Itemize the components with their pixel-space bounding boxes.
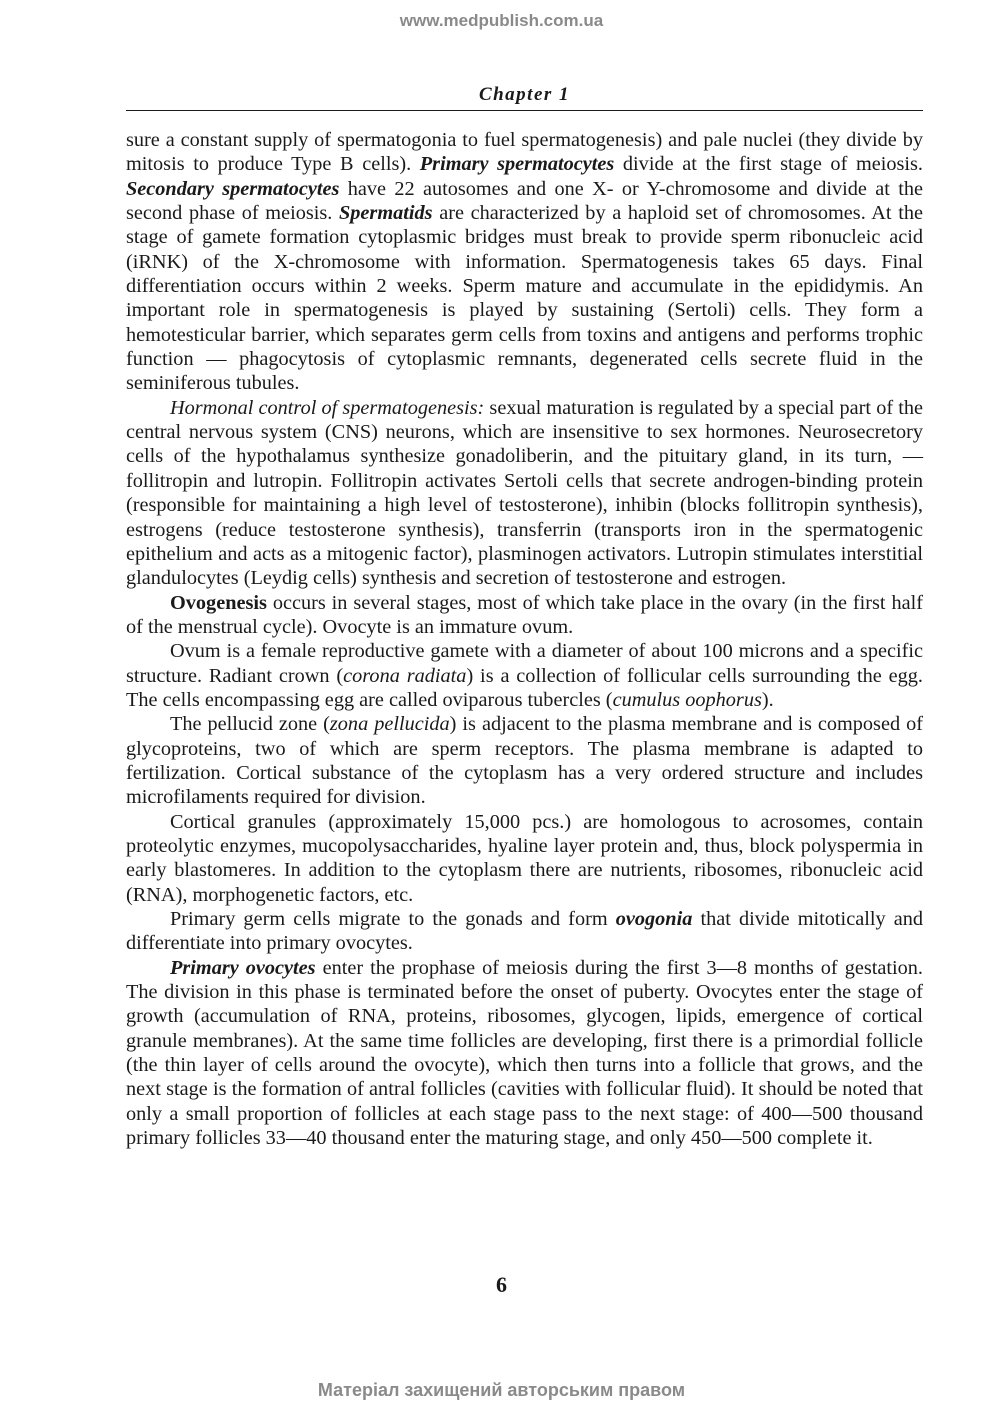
text-run: Hormonal control of spermatogenesis: <box>170 396 485 419</box>
site-watermark: www.medpublish.com.ua <box>399 11 604 30</box>
paragraph <box>126 128 923 396</box>
paragraph <box>126 907 923 956</box>
text-run: cumulus oophorus <box>612 688 762 711</box>
text-run: ) is a collection of follicular cells surrounding the egg. The cells encompassing egg are called oviparous tubercles ( <box>126 664 923 711</box>
paragraph <box>126 396 923 591</box>
text-run: that divide mitotically and differentiate into primary ovocytes. <box>126 908 923 955</box>
text-run: Cortical granules (approximately 15,000 pcs.) are homologous to acrosomes, contain proteolytic enzymes, mucopolysaccharides, hyaline layer protein and, thus, block polyspermia in early blastomeres. In addition to the cytoplasm there are nutrients, ribosomes, ribonucleic acid (RNA), morphogenetic factors, etc. <box>126 810 923 906</box>
text-run: Secondary spermatocytes <box>126 177 340 200</box>
paragraph <box>126 712 923 809</box>
text-run: Primary ovocytes <box>170 956 316 979</box>
text-run: are characterized by a haploid set of chromosomes. At the stage of gamete formation cytoplasmic bridges must break to provide sperm ribonucleic acid (iRNK) of the X-chromosome with information. Spermatogenesis takes 65 days. Final differentiation occurs within 2 weeks. Sperm mature and accumulate in the epididymis. An important role in spermatogenesis is played by sustaining (Sertoli) cells. They form a hemotesticular barrier, which separates germ cells from toxins and antigens and performs trophic function — phagocytosis of cytoplasmic remnants, degenerated cells secrete fluid in the seminiferous tubules. <box>126 202 923 395</box>
text-run: ovogonia <box>615 908 693 930</box>
paragraph <box>126 639 923 712</box>
text-run: sexual maturation is regulated by a special part of the central nervous system (CNS) neurons, which are insensitive to sex hormones. Neurosecretory cells of the hypothalamus synthesize gonadoliberin, and the pituitary gland, in its turn, — follitropin and lutropin. Follitropin activates Sertoli cells that secrete androgen-binding protein (responsible for maintaining a high level of testosterone), inhibin (blocks follitropin synthesis), estrogens (reduce testosterone synthesis), transferrin (transports iron in the spermatogenic epithelium and acts as a mitogenic factor), plasminogen activators. Lutropin stimulates interstitial glandulocytes (Leydig cells) synthesis and secretion of testosterone and estrogen. <box>126 396 923 590</box>
text-run: Spermatids <box>339 202 433 225</box>
text-run: corona radiata <box>343 664 467 687</box>
text-run: Ovum is a female reproductive gamete with a diameter of about 100 microns and a specific structure. Radiant crown ( <box>126 640 923 687</box>
text-run: divide at the first stage of meiosis. <box>614 153 923 176</box>
text-run: occurs in several stages, most of which take place in the ovary (in the first half of the menstrual cycle). Ovocyte is an immature ovum. <box>126 591 923 638</box>
text-run: Primary spermatocytes <box>419 153 615 176</box>
text-run: sure a constant supply of spermatogonia to fuel spermatogenesis) and pale nuclei (they divide by mitosis to produce Type B cells). <box>126 129 923 176</box>
text-run: ) is adjacent to the plasma membrane and is composed of glycoproteins, two of which are sperm receptors. The plasma membrane is adapted to fertilization. Cortical substance of the cytoplasm has a very ordered structure and includes microfilaments required for division. <box>126 713 923 809</box>
header-rule <box>126 110 923 111</box>
text-run: The pellucid zone ( <box>170 713 330 736</box>
text-run: ). <box>761 688 774 711</box>
paragraph <box>126 956 923 1151</box>
text-run: zona pellucida <box>329 713 450 736</box>
text-run: Ovogenesis <box>170 591 267 614</box>
page-number: 6 <box>496 1272 507 1297</box>
text-run: have 22 autosomes and one X- or Y-chromosome and divide at the second phase of meiosis. <box>126 177 923 225</box>
running-head: Chapter 1 <box>478 84 571 105</box>
body-text <box>126 128 923 1150</box>
paragraph <box>126 810 923 907</box>
text-run: enter the prophase of meiosis during the first 3—8 months of gestation. The division in this phase is terminated before the onset of puberty. Ovocytes enter the stage of growth (accumulation of RNA, proteins, ribosomes, glycogen, lipids, emergence of cortical granule membranes). At the same time follicles are developing, first there is a primordial follicle (the thin layer of cells around the ovocyte), which then turns into a follicle that grows, and the next stage is the formation of antral follicles (cavities with follicular fluid). It should be noted that only a small proportion of follicles at each stage pass to the next stage: of 400—500 thousand primary follicles 33—40 thousand enter the maturing stage, and only 450—500 complete it. <box>126 956 923 1150</box>
text-run: Primary germ cells migrate to the gonads and form <box>170 908 616 930</box>
copyright-watermark: Матеріал захищений авторським правом <box>317 1380 686 1400</box>
paragraph <box>126 591 923 640</box>
